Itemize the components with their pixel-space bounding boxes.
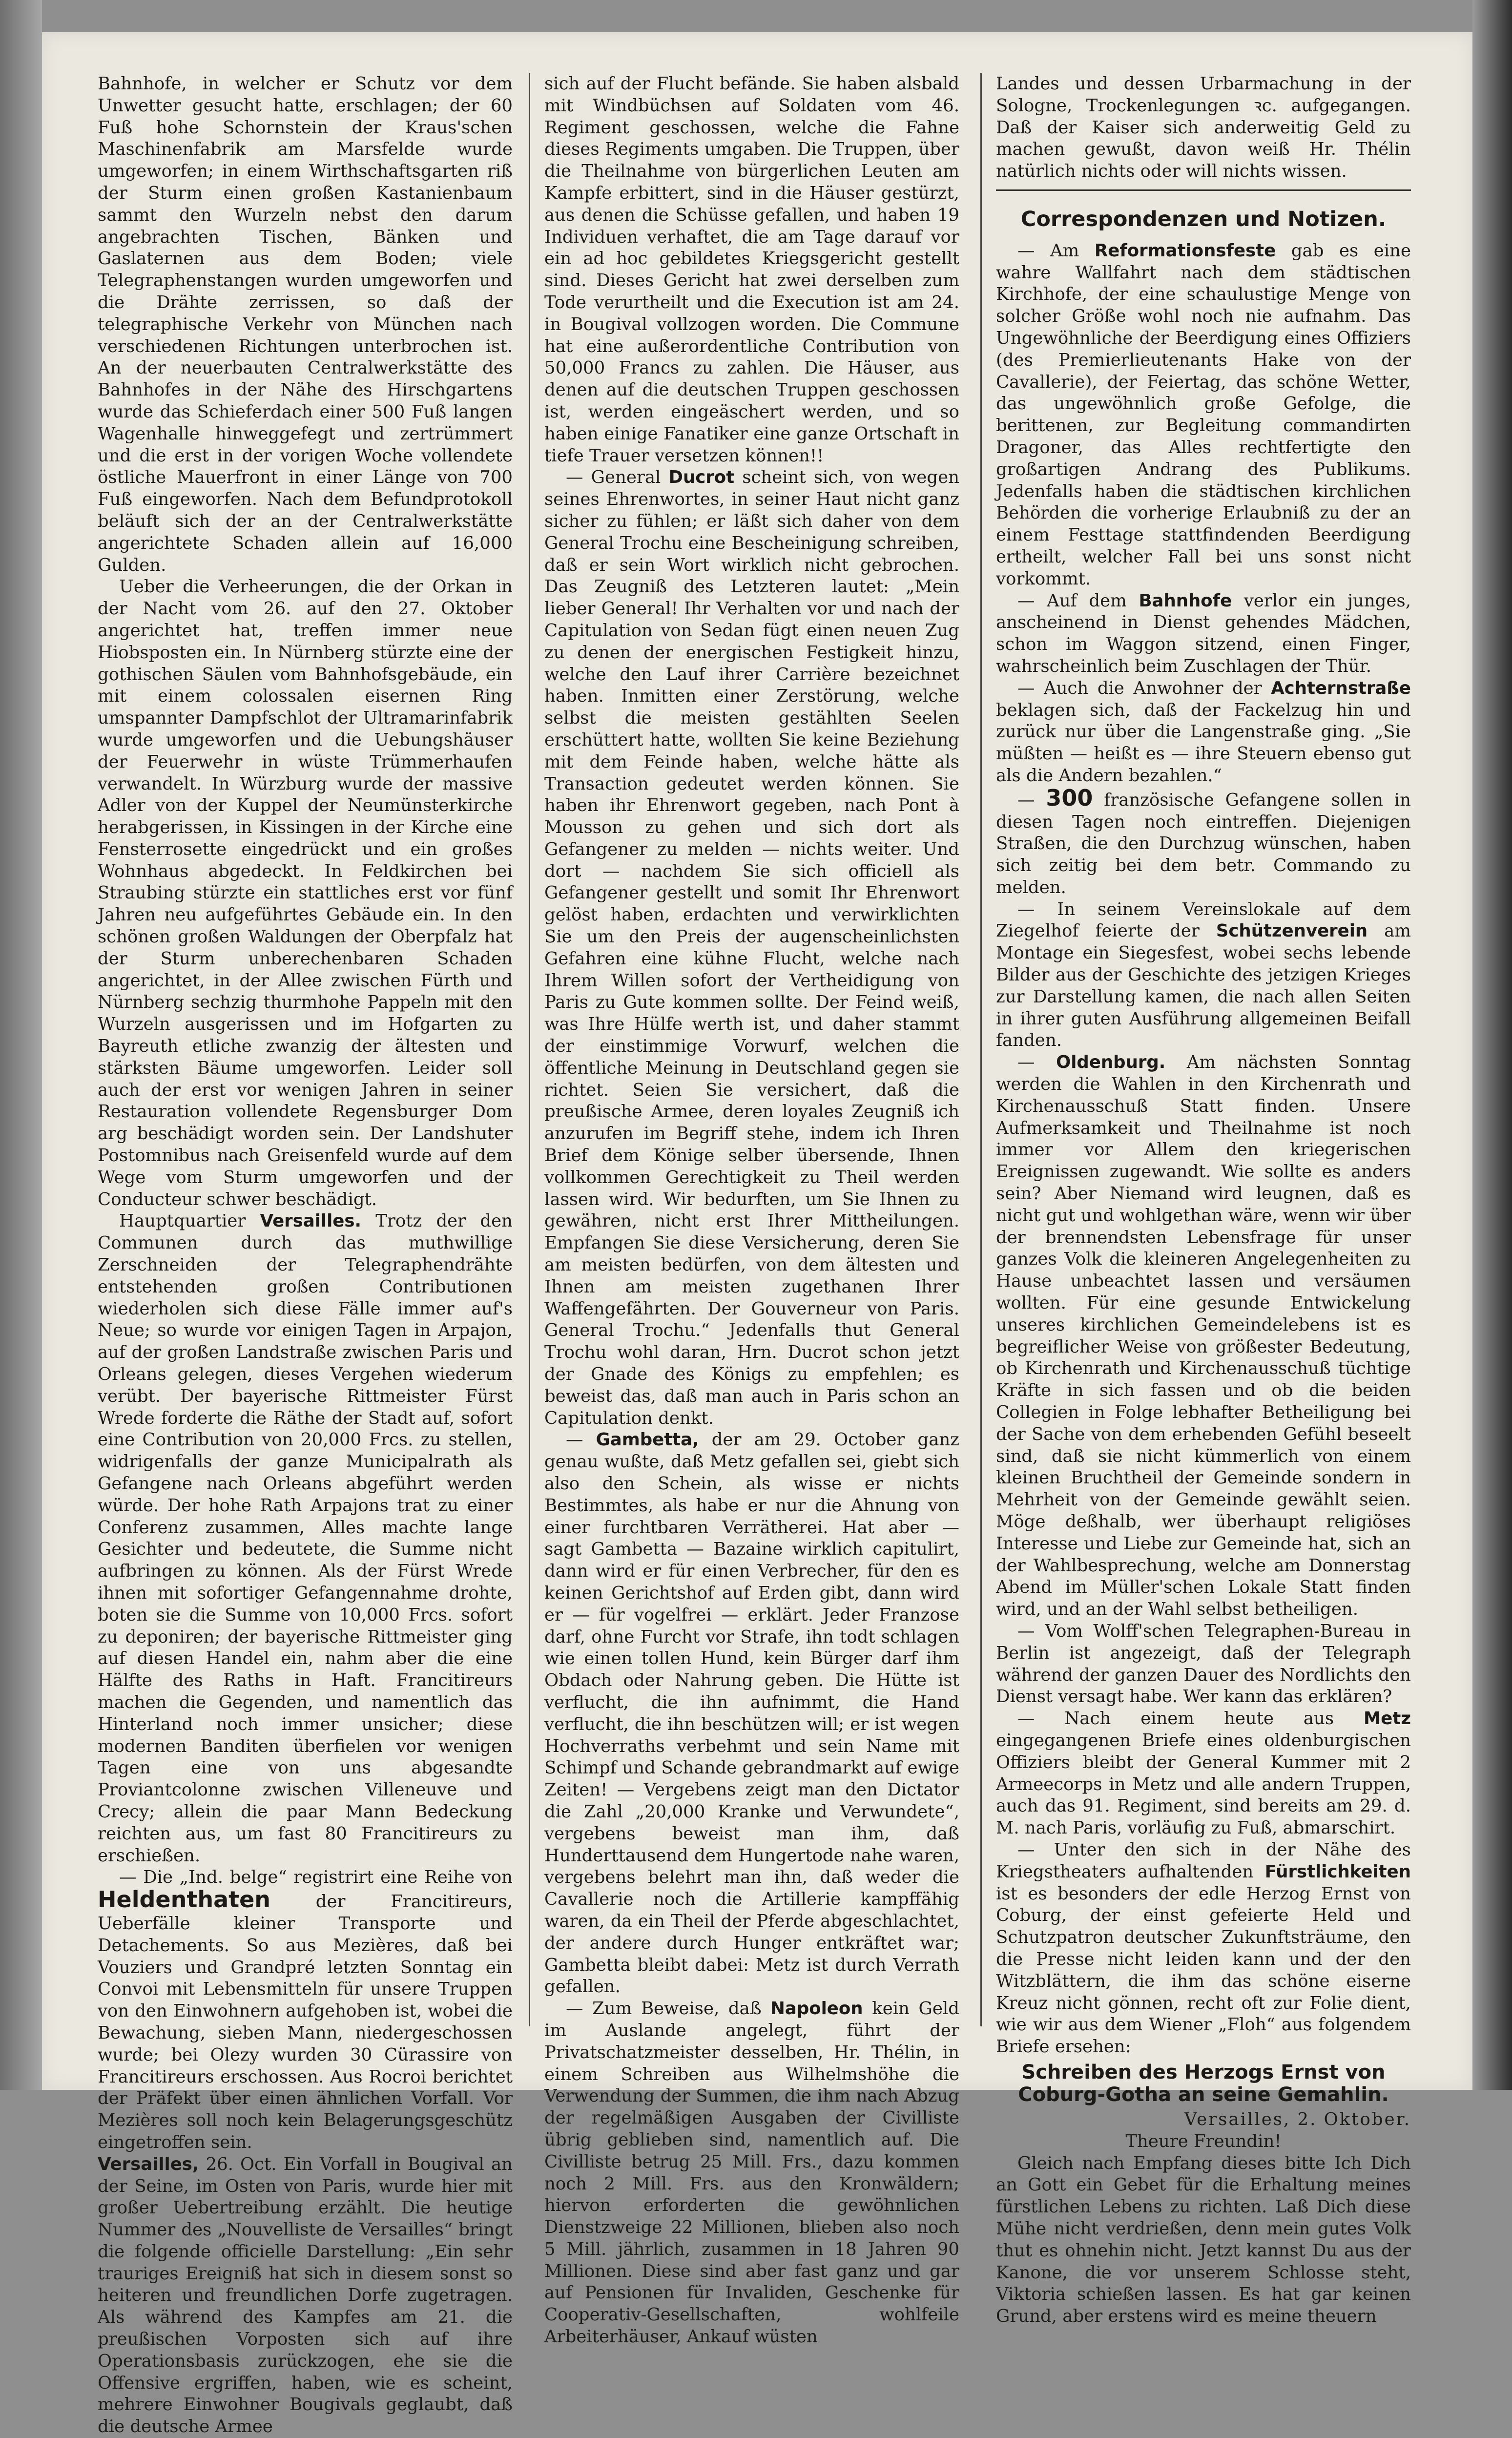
keyword-heading: Bahnhofe — [1139, 590, 1232, 611]
letter-body: Gleich nach Empfang dieses bitte Ich Dich an Gott ein Gebet für die Erhaltung meines fürstlichen Lebens zu richten. Laß Dich diese Mühe nicht verdrießen, denn mein gutes Volk thut es ohnehin nicht. Jetzt kannst Du aus der Kanone, die vor unserem Schlosse steht, Viktoria schießen lassen. Es hat gar keinen Grund, aber erstens wird es meine theuern — [996, 2153, 1411, 2327]
notice-paragraph: — Nach einem heute aus Metz eingegangenen Briefe eines oldenburgischen Offiziers bleibt der General Kummer mit 2 Armeecorps in Metz und alle andern Truppen, auch das 91. Regiment, sind bereits am 29. d. M. nach Paris, vorläufig zu Fuß, abmarschirt. — [996, 1709, 1411, 1838]
article-paragraph: Landes und dessen Urbarmachung in der Sologne, Trockenlegungen ꝛc. aufgegangen. Daß der Kaiser sich anderweitig Geld zu machen gewußt, davon weiß Hr. Thélin natürlich nichts oder will nichts wissen. — [996, 74, 1411, 182]
keyword-heading: Heldenthaten — [98, 1886, 271, 1913]
article-paragraph: Ueber die Verheerungen, die der Orkan in der Nacht vom 26. auf den 27. Oktober angerichtet hat, treffen immer neue Hiobsposten ein. In Nürnberg stürzte eine der gothischen Säulen vom Bahnhofsgebäude, ein mit einem colossalen eisernen Ring umspannter Dampfschlot der Ultramarinfabrik wurde umgeworfen und die Uebungshäuser der Feuerwehr in wüste Trümmerhaufen verwandelt. In Würzburg wurde der massive Adler von der Kuppel der Neumünsterkirche herabgerissen, in Kissingen in der Kirche eine Fensterrosette eingedrückt und ein großes Wohnhaus abgedeckt. In Feldkirchen bei Straubing stürzte ein stattliches erst vor fünf Jahren neu aufgeführtes Gebäude ein. In den schönen großen Waldungen der Oberpfalz hat der Sturm unberechenbaren Schaden angerichtet, in der Allee zwischen Fürth und Nürnberg sechzig thurmhohe Pappeln mit den Wurzeln ausgerissen und im Hofgarten zu Bayreuth etliche zwanzig der ältesten und stärksten Bäume umgeworfen. Leider soll auch der erst vor wenigen Jahren in seiner Restauration vollendete Regensburger Dom arg beschädigt worden sein. Der Landshuter Postomnibus nach Greisenfeld wurde auf dem Wege vom Sturm umgeworfen und der Conducteur schwer beschädigt. — [98, 577, 513, 1209]
column-3 — [996, 73, 1411, 2328]
keyword-heading: Ducrot — [668, 467, 735, 488]
notice-paragraph: — Vom Wolff'schen Telegraphen-Bureau in Berlin ist angezeigt, daß der Telegraph während der ganzen Dauer des Nordlichts den Dienst versagt habe. Wer kann das erklären? — [996, 1621, 1411, 1707]
keyword-heading: Achternstraße — [1271, 678, 1411, 698]
keyword-heading: Gambetta, — [596, 1430, 699, 1450]
column-1 — [98, 73, 513, 2438]
letter-title: Schreiben des Herzogs Ernst von Coburg-Gotha an seine Gemahlin. — [1018, 2061, 1389, 2106]
keyword-heading: Oldenburg. — [1056, 1052, 1166, 1073]
keyword-heading: Metz — [1363, 1709, 1411, 1729]
article-paragraph: Bahnhofe, in welcher er Schutz vor dem Unwetter gesucht hatte, erschlagen; der 60 Fuß hohe Schornstein der Kraus'schen Maschinenfabrik am Marsfelde wurde umgeworfen; in einem Wirthschaftsgarten riß der Sturm einen großen Kastanienbaum sammt den Wurzeln nebst den darum angebrachten Tischen, Bänken und Gaslaternen aus dem Boden; viele Telegraphenstangen wurden umgeworfen und die Drähte zerrissen, so daß der telegraphische Verkehr von München nach verschiedenen Richtungen unterbrochen ist. An der neuerbauten Centralwerkstätte des Bahnhofes in der Nähe des Hirschgartens wurde das Schieferdach einer 500 Fuß langen Wagenhalle hinweggefegt und zertrümmert und die erst in der vorigen Woche vollendete östliche Mauerfront in einer Länge von 700 Fuß eingeworfen. Nach dem Befundprotokoll beläuft sich der an der Centralwerkstätte angerichtete Schaden allein auf 16,000 Gulden. — [98, 74, 513, 575]
keyword-heading: Napoleon — [770, 1999, 863, 2019]
letter-dateline: Versailles, 2. Oktober. — [1184, 2109, 1411, 2129]
letter-salutation: Theure Freundin! — [1125, 2131, 1282, 2151]
scan-background-left — [0, 0, 42, 2090]
article-paragraph: — Zum Beweise, daß Napoleon kein Geld im Auslande angelegt, führt der Privatschatzmeister desselben, Hr. Thélin, in einem Schreiben aus Wilhelmshöhe die Verwendung der Summen, die ihm nach Abzug der regelmäßigen Ausgaben der Civilliste übrig geblieben sind, namentlich auf. Die Civilliste betrug 25 Mill. Frs., dazu kommen noch 2 Mill. Frs. aus den Kronwäldern; hiervon erforderten die gewöhnlichen Dienstzweige 22 Millionen, blieben also noch 5 Mill. jährlich, zusammen in 18 Jahren 90 Millionen. Diese sind aber fast ganz und gar auf Pensionen für Invaliden, Geschenke für Cooperativ-Gesellschaften, wohlfeile Arbeiterhäuser, Ankauf wüsten — [544, 1999, 959, 2347]
notice-paragraph: — Auf dem Bahnhofe verlor ein junges, anscheinend in Dienst gehendes Mädchen, schon im Waggon sitzend, einen Finger, wahrscheinlich beim Zuschlagen der Thür. — [996, 590, 1411, 676]
article-paragraph: Versailles, 26. Oct. Ein Vorfall in Bougival an der Seine, im Osten von Paris, wurde hier mit großer Uebertreibung erzählt. Die heutige Nummer des „Nouvelliste de Versailles“ bringt die folgende officielle Darstellung: „Ein sehr trauriges Ereigniß hat sich in diesem sonst so heiteren und freundlichen Dorfe zugetragen. Als während des Kampfes am 21. die preußischen Vorposten sich auf ihre Operationsbasis zurückzogen, ehe sie die Offensive ergriffen, haben, wie es scheint, mehrere Einwohner Bougivals geglaubt, daß die deutsche Armee — [98, 2154, 513, 2437]
place-name-heading: Versailles. — [260, 1211, 361, 1231]
scan-background-right — [1472, 0, 1512, 2090]
keyword-heading: Reformationsfeste — [1094, 240, 1276, 261]
notice-paragraph: — Oldenburg. Am nächsten Sonntag werden die Wahlen in den Kirchenrath und Kirchenausschuß Statt finden. Unsere Aufmerksamkeit und Theilnahme ist noch immer vor Allem den kriegerischen Ereignissen zugewandt. Wie sollte es anders sein? Aber Niemand wird leugnen, daß es nicht gut und wohlgethan wäre, wenn wir über der brennendsten Lebensfrage für unser ganzes Volk die kleineren Angelegenheiten zu Hause unbeachtet lassen und versäumen wollten. Für eine gesunde Entwickelung unseres kirchlichen Gemeindelebens ist es begreiflicher Weise von größester Bedeutung, ob Kirchenrath und Kirchenausschuß tüchtige Kräfte in sich fassen und ob die beiden Collegien in Folge lebhafter Betheiligung bei der Sache von dem erhebenden Gefühl beseelt sind, daß sie nicht kümmerlich von einem kleinen Bruchtheil der Gemeinde sondern in Mehrheit von der Gemeinde gewählt seien. Möge deßhalb, wer überhaupt religiöses Interesse und Liebe zur Gemeinde hat, sich an der Wahlbesprechung, welche am Donnerstag Abend im Müller'schen Lokale Statt finden wird, und an der Wahl selbst betheiligen. — [996, 1052, 1411, 1620]
notice-paragraph: — In seinem Vereinslokale auf dem Ziegelhof feierte der Schützenverein am Montage ein Siegesfest, wobei sechs lebende Bilder aus der Geschichte des jetzigen Krieges zur Darstellung kamen, die nach allen Seiten in ihrer guten Ausführung allgemeinen Beifall fanden. — [996, 899, 1411, 1051]
keyword-heading: Fürstlichkeiten — [1264, 1861, 1411, 1882]
place-name-heading: Versailles, — [98, 2154, 199, 2174]
article-paragraph: — Die „Ind. belge“ registrirt eine Reihe von Heldenthaten der Francitireurs, Ueberfälle kleiner Transporte und Detachements. So aus Mezières, daß bei Vouziers und Grandpré letzten Sonntag ein Convoi mit Lebensmitteln für unsere Truppen von den Einwohnern aufgehoben ist, wobei die Bewachung, sieben Mann, niedergeschossen wurde; bei Olezy wurden 30 Cürassire von Francitireurs erschossen. Aus Rocroi berichtet der Präfekt über einen ähnlichen Vorfall. Vor Mezières soll noch kein Belagerungsgeschütz eingetroffen sein. — [98, 1867, 513, 2152]
keyword-heading: Schützenverein — [1216, 921, 1368, 941]
article-paragraph: Hauptquartier Versailles. Trotz der den Communen durch das muthwillige Zerschneiden der Telegraphendrähte entstehenden großen Contributionen wiederholen sich diese Fälle immer auf's Neue; so wurde vor einigen Tagen in Arpajon, auf der großen Landstraße zwischen Paris und Orleans gelegen, dieses Vergehen wiederum verübt. Der bayerische Rittmeister Fürst Wrede forderte die Räthe der Stadt auf, sofort eine Contribution von 20,000 Frcs. zu stellen, widrigenfalls der ganze Municipalrath als Gefangene nach Orleans abgeführt werden würde. Der hohe Rath Arpajons trat zu einer Conferenz zusammen, Alles machte lange Gesichter und bedeutete, die Summe nicht aufbringen zu können. Als der Fürst Wrede ihnen mit sofortiger Gefangennahme drohte, boten sie die Summe von 10,000 Frcs. sofort zu deponiren; der bayerische Rittmeister ging auf diesen Handel ein, nahm aber die eine Hälfte des Raths in Haft. Francitireurs machen die Gegenden, und namentlich das Hinterland noch immer unsicher; diese modernen Banditen überfielen vor wenigen Tagen eine von uns abgesandte Proviantcolonne zwischen Villeneuve und Crecy; allein die paar Mann Bedeckung reichten aus, um fast 80 Francitireurs zu erschießen. — [98, 1211, 513, 1866]
column-2 — [544, 73, 959, 2348]
column-divider-2 — [980, 73, 982, 2026]
notice-paragraph: — Am Reformationsfeste gab es eine wahre Wallfahrt nach dem städtischen Kirchhofe, der eine schaulustige Menge von solcher Größe wohl noch nie aufnahm. Das Ungewöhnliche der Beerdigung eines Offiziers (des Premierlieutenants Hake von der Cavallerie), der Feiertag, das schöne Wetter, das ungewöhnlich große Gefolge, die berittenen, zur Begleitung commandirten Dragoner, das Alles rechtfertigte den großartigen Andrang des Publikums. Jedenfalls haben die städtischen kirchlichen Behörden die vorherige Erlaubniß zu der an einem Festtage stattfindenden Beerdigung ertheilt, welcher Fall bei uns sonst nicht vorkommt. — [996, 240, 1411, 589]
article-paragraph: — General Ducrot scheint sich, von wegen seines Ehrenwortes, in seiner Haut nicht ganz sicher zu fühlen; er läßt sich daher von dem General Trochu eine Bescheinigung schreiben, daß er sein Wort wirklich nicht gebrochen. Das Zeugniß des Letzteren lautet: „Mein lieber General! Ihr Verhalten vor und nach der Capitulation von Sedan fügt einen neuen Zug zu denen der energischen Festigkeit hinzu, welche den Lauf ihrer Carrière bezeichnet haben. Inmitten einer Zerstörung, welche selbst die meisten gestählten Seelen erschüttert hatte, wollten Sie keine Beziehung mit dem Feinde haben, welche hätte als Transaction gedeutet werden können. Sie haben ihr Ehrenwort gegeben, nach Pont à Mousson zu gehen und sich dort als Gefangener zu melden — nichts weiter. Und dort — nachdem Sie sich officiell als Gefangener gestellt und somit Ihr Ehrenwort gelöst haben, erdachten und verwirklichten Sie um den Preis der augenscheinlichsten Gefahren eine kühne Flucht, welche nach Ihrem Willen sofort der Vertheidigung von Paris zu Gute kommen sollte. Der Feind weiß, was Ihre Hülfe werth ist, und daher stammt der einstimmige Vorwurf, welchen die öffentliche Meinung in Deutschland gegen sie richtet. Seien Sie versichert, daß die preußische Armee, deren loyales Zeugniß ich anzurufen im Begriff stehe, indem ich Ihren Brief dem Könige selber übersende, Ihnen vollkommen Gerechtigkeit zu Theil werden lassen wird. Wir bedurften, um Sie Ihnen zu gewähren, nicht erst Ihrer Mittheilungen. Empfangen Sie diese Versicherung, deren Sie am meisten bedürfen, von dem ältesten und Ihnen am meisten zugethanen Ihrer Waffengefährten. Der Gouverneur von Paris. General Trochu.“ Jedenfalls thut General Trochu wohl daran, Hrn. Ducrot schon jetzt der Gnade des Königs zu empfehlen; es beweist das, daß man auch in Paris schon an Capitulation denkt. — [544, 467, 959, 1428]
column-divider-1 — [529, 73, 530, 2026]
notice-paragraph: — Auch die Anwohner der Achternstraße beklagen sich, daß der Fackelzug hin und zurück nur über die Langenstraße ging. „Sie müßten — heißt es — ihre Steuern ebenso gut als die Andern bezahlen.“ — [996, 678, 1411, 786]
notice-paragraph: — 300 französische Gefangene sollen in diesen Tagen noch eintreffen. Diejenigen Straßen, die den Durchzug wünschen, haben sich zeitig bei dem betr. Commando zu melden. — [996, 784, 1411, 897]
section-rule — [996, 189, 1411, 191]
notice-paragraph: — Unter den sich in der Nähe des Kriegstheaters aufhaltenden Fürstlichkeiten ist es besonders der edle Herzog Ernst von Coburg, der einst gefeierte Held und Schutzpatron deutscher Zukunftsträume, den die Presse nicht leiden kann und der den Witzblättern, die ihm das schöne eiserne Kreuz nicht gönnen, recht oft zur Folie dient, wie wir aus dem Wiener „Floh“ aus folgendem Briefe ersehen: — [996, 1839, 1411, 2057]
keyword-heading: 300 — [1046, 784, 1093, 811]
article-paragraph: sich auf der Flucht befände. Sie haben alsbald mit Windbüchsen auf Soldaten vom 46. Regiment geschossen, welche die Fahne dieses Regiments umgaben. Die Truppen, über die Theilnahme von bürgerlichen Leuten am Kampfe erbittert, sind in die Häuser gestürzt, aus denen die Schüsse gefallen, und haben 19 Individuen verhaftet, die am Tage darauf vor ein ad hoc gebildetes Kriegsgericht gestellt sind. Dieses Gericht hat zwei derselben zum Tode verurtheilt und die Execution ist am 24. in Bougival vollzogen worden. Die Commune hat eine außerordentliche Contribution von 50,000 Francs zu zahlen. Die Häuser, aus denen auf die deutschen Truppen geschossen ist, werden eingeäschert werden, und so haben einige Fanatiker eine ganze Ortschaft in tiefe Trauer versetzen können!! — [544, 74, 959, 466]
section-heading: Correspondenzen und Notizen. — [1020, 207, 1387, 231]
article-paragraph: — Gambetta, der am 29. October ganz genau wußte, daß Metz gefallen sei, giebt sich also den Schein, als wisse er nichts Bestimmtes, als habe er nur die Ahnung von einer furchtbaren Verrätherei. Hat aber — sagt Gambetta — Bazaine wirklich capitulirt, dann wird er für einen Verbrecher, für den es keinen Gerichtshof auf Erden gibt, dann wird er — für vogelfrei — erklärt. Jeder Franzose darf, ohne Furcht vor Strafe, ihn todt schlagen wie einen tollen Hund, kein Bürger darf ihm Obdach oder Nahrung geben. Die Hütte ist verflucht, die ihn aufnimmt, die Hand verflucht, die ihn beschützen will; er ist wegen Hochverraths verbehmt und sein Name mit Schimpf und Schande gebrandmarkt auf ewige Zeiten! — Vergebens zeigt man den Dictator die Zahl „20,000 Kranke und Verwundete“, vergebens beweist man ihm, daß Hunderttausend dem Hungertode nahe waren, vergebens belehrt man ihn, daß weder die Cavallerie noch die Artillerie kampffähig waren, da ein Theil der Pferde abgeschlachtet, der andere durch Hunger entkräftet war; Gambetta bleibt dabei: Metz ist durch Verrath gefallen. — [544, 1430, 959, 1997]
